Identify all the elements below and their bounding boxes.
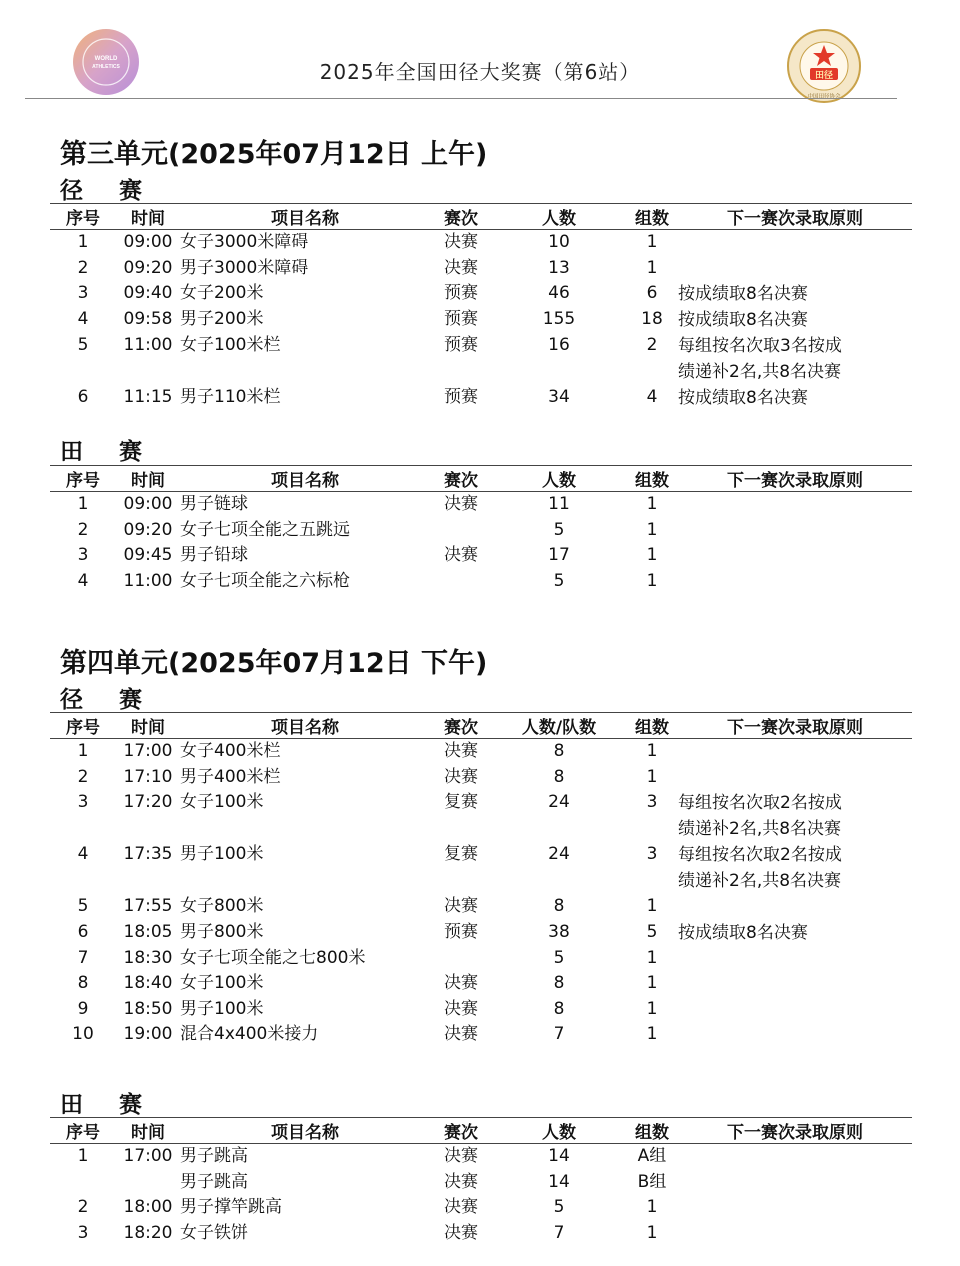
unit-4-field-table [50, 1117, 912, 1246]
cell-count: 155 [542, 309, 576, 329]
cell-no: 3 [77, 283, 89, 303]
cell-time: 18:50 [123, 998, 173, 1019]
table-row [50, 739, 912, 765]
rule-line: 按成绩取8名决赛 [678, 388, 808, 408]
cell-round: 决赛 [444, 257, 478, 278]
cell-round: 决赛 [444, 973, 478, 993]
cell-rule [678, 333, 912, 385]
header-divider [25, 98, 897, 99]
cell-time: 17:00 [123, 1146, 173, 1166]
cell-groups: A组 [637, 1146, 667, 1166]
table-row [50, 518, 912, 544]
table-row [50, 543, 912, 569]
cell-time: 11:15 [123, 387, 173, 407]
cell-rule [678, 543, 912, 569]
cell-round: 决赛 [444, 1197, 478, 1217]
cell-count: 8 [553, 896, 565, 916]
cell-round: 预赛 [444, 283, 478, 303]
chinese-athletics-association-logo [786, 28, 862, 104]
column-header: 下一赛次录取原则 [678, 466, 912, 492]
cell-rule [678, 1022, 912, 1048]
cell-round: 决赛 [444, 896, 478, 916]
rule-line: 按成绩取8名决赛 [678, 922, 808, 943]
cell-rule [678, 946, 912, 972]
table-row [50, 1022, 912, 1048]
cell-event: 女子100米 [180, 792, 264, 812]
table-header-row [50, 713, 912, 739]
rule-line: 每组按名次取2名按成 [678, 793, 842, 813]
cell-rule [678, 765, 912, 791]
table-row [50, 946, 912, 972]
cell-time: 18:20 [123, 1222, 173, 1243]
cell-no: 7 [77, 947, 89, 968]
cell-no: 10 [72, 1024, 94, 1044]
cell-event: 男子800米 [180, 921, 264, 942]
cell-no: 3 [77, 545, 89, 565]
svg-text:ATHLETICS: ATHLETICS [92, 64, 120, 70]
cell-round: 决赛 [444, 545, 478, 565]
table-header-row [50, 466, 912, 492]
cell-count: 8 [553, 973, 565, 993]
svg-text:WORLD: WORLD [94, 56, 118, 62]
cell-rule [678, 971, 912, 997]
cell-count: 8 [553, 766, 565, 787]
table-row [50, 256, 912, 282]
document-title: 2025年全国田径大奖赛（第6站） [319, 60, 641, 84]
cell-no: 6 [77, 921, 89, 942]
cell-round: 预赛 [444, 921, 478, 942]
cell-no: 3 [77, 1222, 89, 1243]
table-row [50, 492, 912, 518]
cell-no: 5 [77, 335, 89, 355]
cell-rule [678, 790, 912, 842]
column-header: 序号 [50, 466, 116, 492]
table-row [50, 333, 912, 385]
column-header: 时间 [116, 713, 180, 739]
cell-event: 男子110米栏 [180, 387, 281, 407]
cell-groups: 1 [646, 494, 658, 514]
rule-line: 每组按名次取2名按成 [678, 845, 842, 865]
cell-no: 4 [77, 309, 89, 329]
cell-no: 3 [77, 792, 89, 812]
cell-groups: 1 [646, 741, 658, 761]
cell-groups: 3 [646, 792, 658, 812]
rule-line: 按成绩取8名决赛 [678, 284, 808, 304]
cell-event: 男子400米栏 [180, 766, 281, 787]
cell-event: 女子铁饼 [180, 1222, 248, 1243]
unit-4-track-table [50, 712, 912, 1048]
cell-time: 17:20 [123, 792, 173, 812]
cell-round: 决赛 [444, 741, 478, 761]
cell-count: 14 [548, 1171, 570, 1192]
cell-time: 11:00 [123, 335, 173, 355]
unit-4-title: 第四单元(2025年07月12日 下午) [60, 648, 488, 679]
cell-groups: 1 [646, 545, 658, 565]
cell-event: 男子跳高 [180, 1171, 248, 1192]
cell-time: 17:00 [123, 741, 173, 761]
cell-round [430, 946, 492, 972]
cell-time: 09:45 [123, 545, 173, 565]
cell-round: 复赛 [444, 844, 478, 864]
cell-no: 1 [77, 1146, 89, 1166]
cell-time: 18:05 [123, 921, 173, 942]
cell-groups: 1 [646, 519, 658, 540]
cell-groups: 1 [646, 257, 658, 278]
cell-count: 46 [548, 283, 570, 303]
cell-round: 决赛 [444, 494, 478, 514]
cell-groups: 5 [646, 921, 658, 942]
cell-count: 5 [553, 947, 565, 968]
column-header: 赛次 [430, 713, 492, 739]
cell-rule [678, 385, 912, 411]
cell-event: 女子100米栏 [180, 335, 281, 355]
cell-count: 8 [553, 741, 565, 761]
column-header: 序号 [50, 713, 116, 739]
rule-line: 每组按名次取3名按成 [678, 336, 842, 356]
cell-count: 8 [553, 998, 565, 1019]
cell-time: 18:40 [123, 973, 173, 993]
cell-groups: 6 [646, 283, 658, 303]
cell-no: 6 [77, 387, 89, 407]
cell-event: 女子100米 [180, 973, 264, 993]
cell-event: 女子七项全能之六标枪 [180, 570, 350, 591]
table-row [50, 307, 912, 333]
table-row [50, 1144, 912, 1170]
cell-rule [678, 1221, 912, 1247]
svg-text:中国田径协会: 中国田径协会 [807, 94, 841, 100]
table-row [50, 842, 912, 894]
cell-event: 男子跳高 [180, 1146, 248, 1166]
cell-round [430, 569, 492, 595]
cell-no: 2 [77, 257, 89, 278]
cell-count: 5 [553, 570, 565, 591]
table-row [50, 230, 912, 256]
column-header: 序号 [50, 1118, 116, 1144]
cell-event: 男子100米 [180, 998, 264, 1019]
column-header: 项目名称 [180, 1118, 430, 1144]
cell-event: 男子3000米障碍 [180, 257, 309, 278]
cell-round: 决赛 [444, 1024, 478, 1044]
cell-time: 09:40 [123, 283, 173, 303]
cell-round [430, 518, 492, 544]
cell-rule [678, 569, 912, 595]
cell-groups: 1 [646, 232, 658, 252]
cell-round: 决赛 [444, 1222, 478, 1243]
cell-count: 16 [548, 335, 570, 355]
cell-groups: 1 [646, 998, 658, 1019]
cell-rule [678, 997, 912, 1023]
unit-3-field-table [50, 465, 912, 594]
rule-line: 绩递补2名,共8名决赛 [678, 871, 842, 891]
cell-count: 38 [548, 921, 570, 942]
column-header: 赛次 [430, 466, 492, 492]
cell-groups: 2 [646, 335, 658, 355]
cell-no: 1 [77, 232, 89, 252]
cell-no: 1 [77, 494, 89, 514]
cell-no: 2 [77, 519, 89, 540]
cell-round: 决赛 [444, 766, 478, 787]
cell-time: 11:00 [123, 570, 173, 591]
table-row [50, 1221, 912, 1247]
cell-round: 决赛 [444, 1171, 478, 1192]
unit-3-field-heading: 田 赛 [60, 439, 157, 465]
column-header: 时间 [116, 1118, 180, 1144]
cell-count: 11 [548, 494, 570, 514]
column-header: 组数 [626, 1118, 678, 1144]
table-row [50, 790, 912, 842]
column-header: 项目名称 [180, 713, 430, 739]
cell-event: 男子链球 [180, 494, 248, 514]
rule-line: 绩递补2名,共8名决赛 [678, 362, 842, 382]
column-header: 赛次 [430, 204, 492, 230]
unit-3-title: 第三单元(2025年07月12日 上午) [60, 139, 488, 170]
cell-groups: 1 [646, 570, 658, 591]
column-header: 组数 [626, 713, 678, 739]
column-header: 人数/队数 [492, 713, 626, 739]
cell-round: 复赛 [444, 792, 478, 812]
cell-time: 09:20 [123, 519, 173, 540]
cell-event: 女子400米栏 [180, 741, 281, 761]
cell-time: 17:55 [123, 896, 173, 916]
cell-no: 5 [77, 896, 89, 916]
table-row [50, 920, 912, 946]
cell-time: 17:10 [123, 766, 173, 787]
cell-count: 14 [548, 1146, 570, 1166]
cell-time [116, 1170, 180, 1196]
cell-round: 预赛 [444, 309, 478, 329]
cell-no: 2 [77, 766, 89, 787]
cell-groups: 1 [646, 1197, 658, 1217]
cell-round: 决赛 [444, 1146, 478, 1166]
table-header-row [50, 204, 912, 230]
cell-event: 男子200米 [180, 309, 264, 329]
table-row [50, 1195, 912, 1221]
unit-3-track-heading: 径 赛 [60, 178, 157, 204]
cell-groups: B组 [637, 1171, 667, 1192]
cell-event: 女子200米 [180, 283, 264, 303]
cell-groups: 1 [646, 947, 658, 968]
svg-text:田径: 田径 [814, 71, 834, 81]
cell-groups: 1 [646, 1024, 658, 1044]
table-row [50, 765, 912, 791]
column-header: 下一赛次录取原则 [678, 1118, 912, 1144]
cell-rule [678, 281, 912, 307]
cell-event: 女子3000米障碍 [180, 232, 309, 252]
cell-event: 男子100米 [180, 844, 264, 864]
cell-count: 17 [548, 545, 570, 565]
cell-rule [678, 307, 912, 333]
column-header: 时间 [116, 204, 180, 230]
unit-4-track-heading: 径 赛 [60, 687, 157, 713]
rule-line: 按成绩取8名决赛 [678, 310, 808, 330]
cell-rule [678, 894, 912, 920]
cell-rule [678, 920, 912, 946]
cell-no: 2 [77, 1197, 89, 1217]
cell-time: 19:00 [123, 1024, 173, 1044]
table-row [50, 569, 912, 595]
unit-3-track-table [50, 203, 912, 411]
cell-groups: 4 [646, 387, 658, 407]
cell-time: 09:00 [123, 232, 173, 252]
cell-groups: 1 [646, 973, 658, 993]
table-row [50, 1170, 912, 1196]
cell-time: 09:20 [123, 257, 173, 278]
cell-no: 1 [77, 741, 89, 761]
cell-time: 17:35 [123, 844, 173, 864]
cell-no: 8 [77, 973, 89, 993]
page-header [0, 0, 960, 100]
cell-rule [678, 1170, 912, 1196]
cell-groups: 1 [646, 1222, 658, 1243]
cell-rule [678, 842, 912, 894]
column-header: 序号 [50, 204, 116, 230]
cell-event: 男子铅球 [180, 545, 248, 565]
cell-time: 09:58 [123, 309, 173, 329]
table-row [50, 894, 912, 920]
column-header: 项目名称 [180, 466, 430, 492]
cell-time: 18:00 [123, 1197, 173, 1217]
column-header: 下一赛次录取原则 [678, 204, 912, 230]
cell-event: 女子七项全能之七800米 [180, 947, 366, 968]
table-row [50, 281, 912, 307]
cell-event: 女子七项全能之五跳远 [180, 519, 350, 540]
cell-groups: 3 [646, 844, 658, 864]
cell-groups: 1 [646, 896, 658, 916]
table-row [50, 997, 912, 1023]
cell-rule [678, 518, 912, 544]
cell-no [50, 1170, 116, 1196]
cell-round: 预赛 [444, 387, 478, 407]
cell-count: 5 [553, 1197, 565, 1217]
cell-rule [678, 739, 912, 765]
cell-event: 女子800米 [180, 896, 264, 916]
cell-groups: 1 [646, 766, 658, 787]
rule-line: 绩递补2名,共8名决赛 [678, 819, 842, 839]
column-header: 人数 [492, 466, 626, 492]
cell-count: 24 [548, 792, 570, 812]
cell-count: 7 [553, 1222, 565, 1243]
column-header: 赛次 [430, 1118, 492, 1144]
column-header: 组数 [626, 466, 678, 492]
cell-round: 决赛 [444, 232, 478, 252]
cell-rule [678, 492, 912, 518]
table-header-row [50, 1118, 912, 1144]
cell-time: 18:30 [123, 947, 173, 968]
cell-no: 4 [77, 844, 89, 864]
column-header: 人数 [492, 1118, 626, 1144]
cell-rule [678, 256, 912, 282]
cell-count: 10 [548, 232, 570, 252]
cell-rule [678, 1195, 912, 1221]
cell-count: 34 [548, 387, 570, 407]
cell-no: 9 [77, 998, 89, 1019]
cell-round: 决赛 [444, 998, 478, 1019]
table-row [50, 971, 912, 997]
column-header: 组数 [626, 204, 678, 230]
column-header: 时间 [116, 466, 180, 492]
cell-count: 7 [553, 1024, 565, 1044]
cell-event: 混合4x400米接力 [180, 1024, 319, 1044]
column-header: 人数 [492, 204, 626, 230]
cell-time: 09:00 [123, 494, 173, 514]
cell-count: 24 [548, 844, 570, 864]
cell-round: 预赛 [444, 335, 478, 355]
column-header: 下一赛次录取原则 [678, 713, 912, 739]
table-row [50, 385, 912, 411]
unit-4-field-heading: 田 赛 [60, 1092, 157, 1118]
cell-no: 4 [77, 570, 89, 591]
cell-rule [678, 1144, 912, 1170]
column-header: 项目名称 [180, 204, 430, 230]
cell-rule [678, 230, 912, 256]
cell-count: 5 [553, 519, 565, 540]
cell-groups: 18 [641, 309, 663, 329]
cell-event: 男子撑竿跳高 [180, 1197, 282, 1217]
cell-count: 13 [548, 257, 570, 278]
